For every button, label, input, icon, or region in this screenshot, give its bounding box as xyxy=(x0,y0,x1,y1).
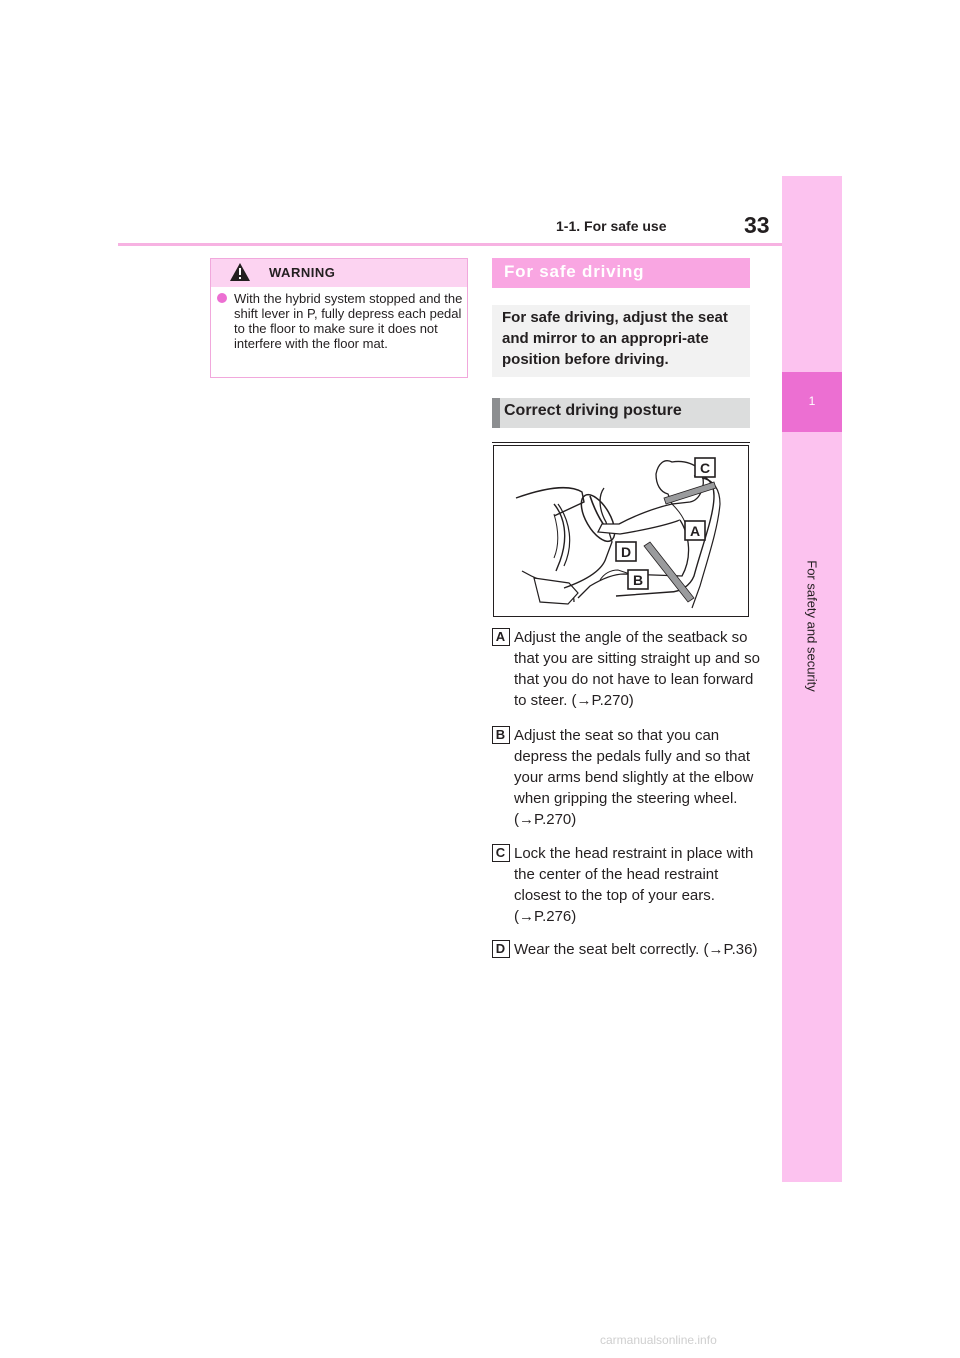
section-label: 1-1. For safe use xyxy=(556,218,667,234)
item-marker-a: A xyxy=(492,628,510,646)
warning-text: With the hybrid system stopped and the shift lever in P, fully depress each pedal to the floor to make sure it does not interfere with the floor mat. xyxy=(234,291,463,351)
safe-driving-intro-text: For safe driving, adjust the seat and mirror to an appropri-ate position before driving. xyxy=(502,309,728,368)
page-header xyxy=(0,0,780,250)
item-marker-c: C xyxy=(492,844,510,862)
chapter-side-tab xyxy=(782,176,842,1182)
bullet-icon xyxy=(217,293,227,303)
posture-item-c xyxy=(492,843,762,927)
warning-item xyxy=(217,291,463,351)
warning-header xyxy=(211,259,467,287)
item-marker-b: B xyxy=(492,726,510,744)
posture-item-text: Lock the head restraint in place with the center of the head restraint closest to the top of your ears. (→P.276) xyxy=(514,845,754,925)
watermark: carmanualsonline.info xyxy=(600,1333,717,1347)
driving-posture-figure xyxy=(493,445,749,617)
driving-posture-illustration xyxy=(494,446,748,616)
posture-item-b xyxy=(492,725,762,830)
item-marker-d: D xyxy=(492,940,510,958)
figure-label-c: C xyxy=(699,460,711,476)
warning-triangle-icon xyxy=(229,262,251,282)
posture-heading xyxy=(492,398,750,428)
safe-driving-intro xyxy=(492,305,750,377)
posture-item-a xyxy=(492,627,762,711)
figure-top-rule xyxy=(492,442,750,443)
warning-title: WARNING xyxy=(269,265,336,280)
page-number: 33 xyxy=(744,212,770,238)
safe-driving-heading xyxy=(492,258,750,288)
figure-label-a: A xyxy=(689,523,701,539)
posture-heading-text: Correct driving posture xyxy=(504,402,682,419)
chapter-number: 1 xyxy=(808,394,816,408)
figure-label-b: B xyxy=(632,572,644,588)
header-divider xyxy=(118,243,782,246)
chapter-title: For safety and security xyxy=(804,560,820,692)
posture-item-text: Adjust the angle of the seatback so that you are sitting straight up and so that you do not have to lean forward to steer. (→P.270) xyxy=(514,629,760,709)
figure-label-d: D xyxy=(620,544,632,560)
posture-item-text: Adjust the seat so that you can depress the pedals fully and so that your arms bend slightly at the elbow when gripping the steering wheel. (→P.270) xyxy=(514,727,754,828)
posture-item-d xyxy=(492,939,762,960)
posture-item-text: Wear the seat belt correctly. (→P.36) xyxy=(514,941,758,958)
warning-box xyxy=(210,258,468,378)
safe-driving-heading-text: For safe driving xyxy=(504,262,645,281)
